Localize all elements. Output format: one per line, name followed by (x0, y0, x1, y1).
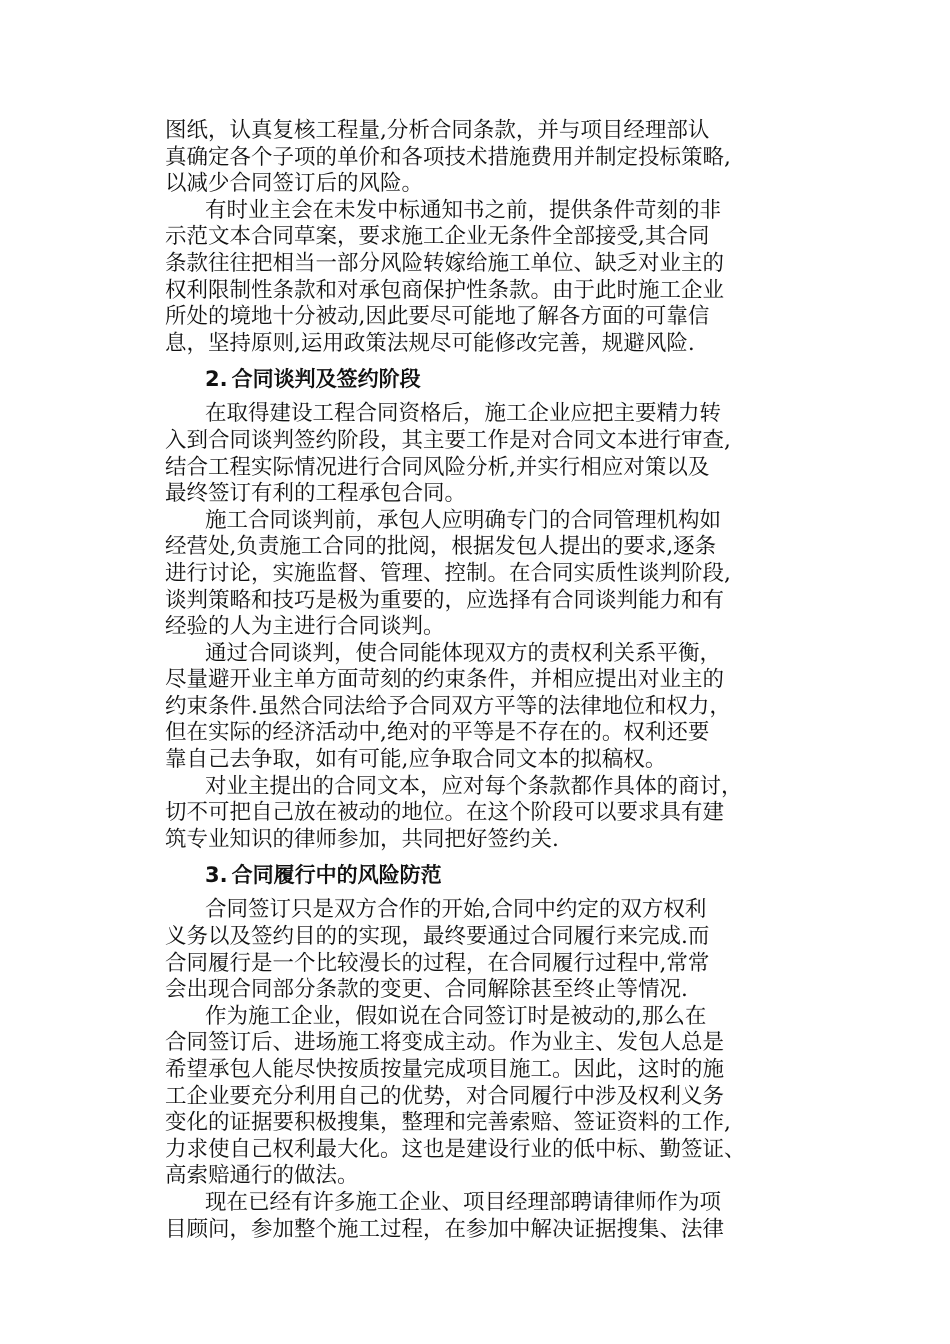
text-line: 筑专业知识的律师参加，共同把好签约关. (165, 826, 559, 852)
text-line: 对业主提出的合同文本，应对每个条款都作具体的商讨， (205, 773, 743, 799)
text-line: 尽量避开业主单方面苛刻的约束条件，并相应提出对业主的 (165, 667, 725, 693)
text-line: 高索赔通行的做法。 (165, 1163, 359, 1189)
text-line: 施工合同谈判前，承包人应明确专门的合同管理机构如 (205, 507, 722, 533)
text-line: 真确定各个子项的单价和各项技术措施费用并制定投标策略, (165, 144, 731, 170)
text-line: 作为施工企业，假如说在合同签订时是被动的,那么在 (205, 1003, 707, 1029)
section-title: 合同履行中的风险防范 (231, 863, 442, 888)
text-line: 所处的境地十分被动,因此要尽可能地了解各方面的可靠信 (165, 304, 710, 330)
text-line: 最终签订有利的工程承包合同。 (165, 481, 467, 507)
text-line: 通过合同谈判，使合同能体现双方的责权利关系平衡， (205, 640, 722, 666)
text-line: 示范文本合同草案，要求施工企业无条件全部接受,其合同 (165, 224, 710, 250)
document-page (165, 118, 797, 1243)
text-line: 入到合同谈判签约阶段，其主要工作是对合同文本进行审查, (165, 427, 731, 453)
text-line: 息，坚持原则,运用政策法规尽可能修改完善，规避风险. (165, 330, 695, 356)
text-line: 结合工程实际情况进行合同风险分析,并实行相应对策以及 (165, 454, 710, 480)
text-line: 谈判策略和技巧是极为重要的，应选择有合同谈判能力和有 (165, 587, 725, 613)
text-line: 目顾问，参加整个施工过程，在参加中解决证据搜集、法律 (165, 1216, 725, 1242)
section-number: 3. (205, 863, 228, 888)
section-heading (165, 357, 797, 401)
text-line: 进行讨论，实施监督、管理、控制。在合同实质性谈判阶段, (165, 560, 731, 586)
body-paragraph (165, 1004, 797, 1190)
text-line: 力求使自己权利最大化。这也是建设行业的低中标、勤签证、 (165, 1136, 746, 1162)
text-line: 工企业要充分利用自己的优势，对合同履行中涉及权利义务 (165, 1083, 725, 1109)
body-paragraph (165, 198, 797, 358)
text-line: 希望承包人能尽快按质按量完成项目施工。因此，这时的施 (165, 1057, 725, 1082)
text-line: 现在已经有许多施工企业、项目经理部聘请律师作为项 (205, 1189, 722, 1215)
section-heading (165, 853, 797, 897)
body-paragraph (165, 897, 797, 1003)
text-line: 合同履行是一个比较漫长的过程，在合同履行过程中,常常 (165, 950, 710, 976)
text-line: 靠自己去争取，如有可能,应争取合同文本的拟稿权。 (165, 747, 667, 773)
section-title: 合同谈判及签约阶段 (231, 367, 421, 392)
text-line: 合同签订只是双方合作的开始,合同中约定的双方权利 (205, 897, 707, 923)
text-line: 图纸，认真复核工程量,分析合同条款，并与项目经理部认 (165, 118, 710, 143)
text-line: 经验的人为主进行合同谈判。 (165, 614, 445, 640)
section-number: 2. (205, 367, 228, 392)
text-line: 会出现合同部分条款的变更、合同解除甚至终止等情况. (165, 977, 688, 1003)
text-line: 义务以及签约目的的实现，最终要通过合同履行来完成.而 (165, 924, 710, 950)
body-paragraph (165, 118, 797, 198)
text-line: 约束条件.虽然合同法给予合同双方平等的法律地位和权力， (165, 693, 731, 719)
text-line: 权利限制性条款和对承包商保护性条款。由于此时施工企业 (165, 277, 725, 303)
body-paragraph (165, 1190, 797, 1243)
text-line: 但在实际的经济活动中,绝对的平等是不存在的。权利还要 (165, 720, 710, 746)
text-line: 有时业主会在未发中标通知书之前，提供条件苛刻的非 (205, 197, 722, 223)
text-line: 变化的证据要积极搜集，整理和完善索赔、签证资料的工作, (165, 1110, 731, 1136)
text-line: 在取得建设工程合同资格后，施工企业应把主要精力转 (205, 401, 722, 427)
text-line: 经营处,负责施工合同的批阅，根据发包人提出的要求,逐条 (165, 534, 717, 560)
body-paragraph (165, 774, 797, 854)
text-line: 合同签订后、进场施工将变成主动。作为业主、发包人总是 (165, 1030, 725, 1056)
body-paragraph (165, 508, 797, 641)
body-paragraph (165, 641, 797, 774)
text-line: 切不可把自己放在被动的地位。在这个阶段可以要求具有建 (165, 800, 725, 826)
text-line: 以减少合同签订后的风险。 (165, 171, 424, 197)
body-paragraph (165, 401, 797, 507)
text-line: 条款往往把相当一部分风险转嫁给施工单位、缺乏对业主的 (165, 250, 725, 276)
